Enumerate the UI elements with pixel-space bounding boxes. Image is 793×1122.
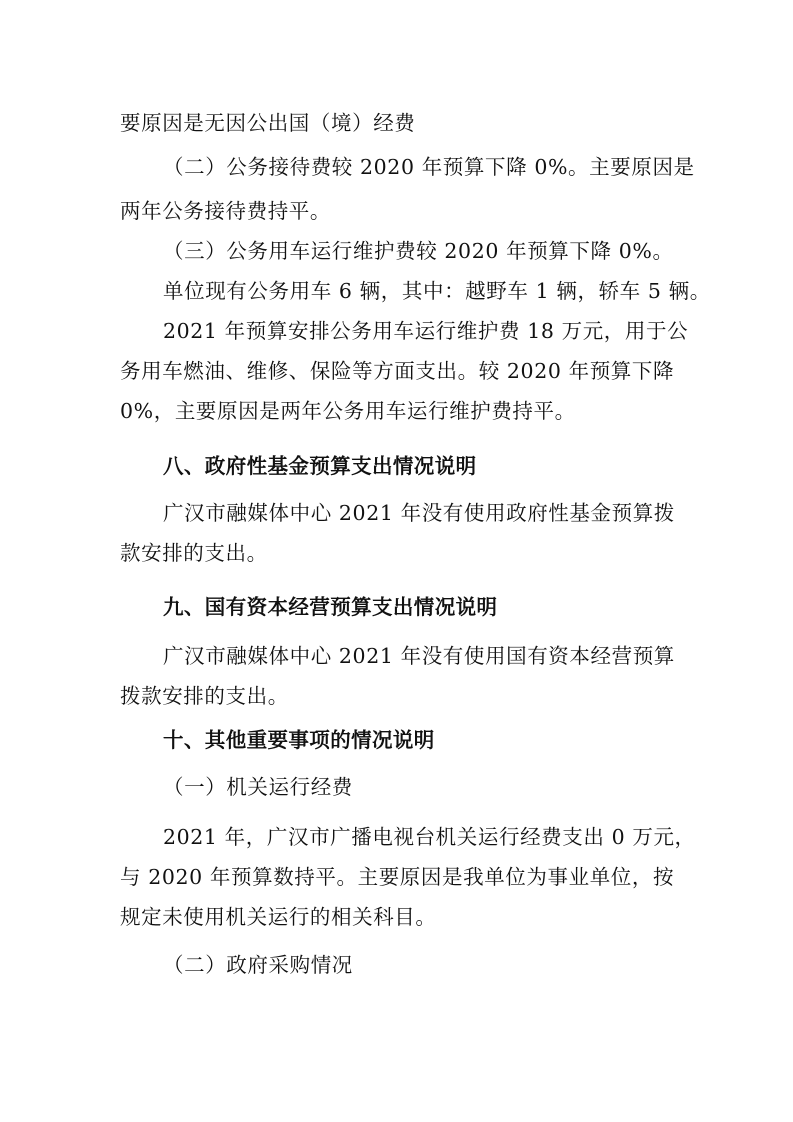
paragraph-line: 2021 年预算安排公务用车运行维护费 18 万元，用于公: [163, 319, 689, 343]
section-item-vehicle-fee: （三）公务用车运行维护费较 2020 年预算下降 0%。: [163, 239, 674, 263]
paragraph-line: 单位现有公务用车 6 辆，其中：越野车 1 辆，轿车 5 辆。: [163, 279, 711, 303]
section-item-reception-fee: （二）公务接待费较 2020 年预算下降 0%。主要原因是: [163, 155, 695, 179]
paragraph-line: 款安排的支出。: [120, 541, 268, 565]
paragraph-line: 拨款安排的支出。: [120, 684, 289, 708]
paragraph-line: 要原因是无因公出国（境）经费: [120, 111, 416, 135]
paragraph-line: 2021 年，广汉市广播电视台机关运行经费支出 0 万元，: [163, 825, 696, 849]
section-heading-9: 九、国有资本经营预算支出情况说明: [163, 595, 498, 619]
paragraph-line: 规定未使用机关运行的相关科目。: [120, 905, 437, 929]
paragraph-line: 广汉市融媒体中心 2021 年没有使用国有资本经营预算: [163, 644, 675, 668]
subsection-heading: （二）政府采购情况: [163, 953, 353, 977]
section-heading-8: 八、政府性基金预算支出情况说明: [163, 454, 477, 478]
paragraph-line: 广汉市融媒体中心 2021 年没有使用政府性基金预算拨: [163, 501, 675, 525]
subsection-heading: （一）机关运行经费: [163, 775, 353, 799]
section-heading-10: 十、其他重要事项的情况说明: [163, 728, 435, 752]
paragraph-line: 两年公务接待费持平。: [120, 199, 331, 223]
paragraph-line: 与 2020 年预算数持平。主要原因是我单位为事业单位，按: [120, 865, 675, 889]
paragraph-line: 务用车燃油、维修、保险等方面支出。较 2020 年预算下降: [120, 359, 675, 383]
paragraph-line: 0%，主要原因是两年公务用车运行维护费持平。: [120, 399, 576, 423]
